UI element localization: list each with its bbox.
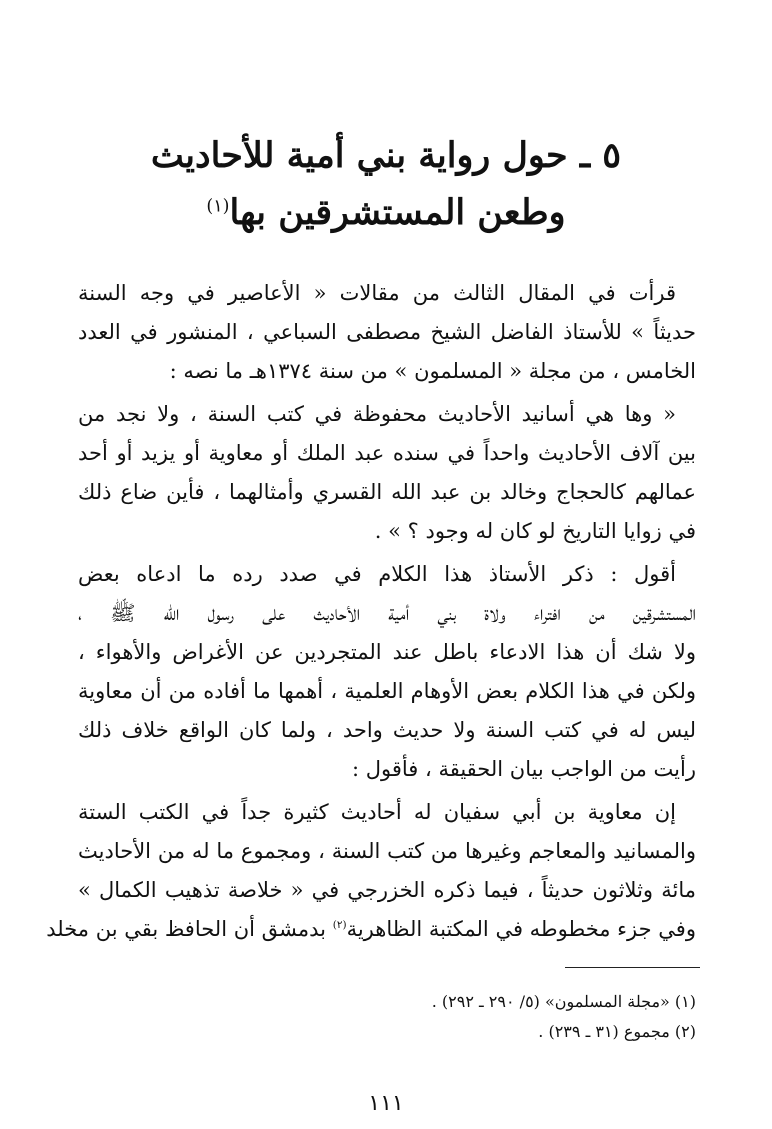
body-line: في زوايا التاريخ لو كان له وجود ؟ » . <box>374 519 696 543</box>
chapter-title-line-2 <box>0 192 772 233</box>
body-line: المستشرقين من افتراء ولاة بني أمية الأحاديث على رسول الله ﷺ ، <box>78 601 696 625</box>
body-line: « وها هي أسانيد الأحاديث محفوظة في كتب السنة ، ولا نجد من <box>78 402 676 426</box>
body-line-part: وفي جزء مخطوطه في المكتبة الظاهرية <box>346 917 696 941</box>
body-line-part: بدمشق أن الحافظ بقي بن مخلد <box>46 917 327 941</box>
inline-footnote-marker: (٢) <box>332 919 347 931</box>
footnote-2: (٢) مجموع (٣١ ـ ٢٣٩) . <box>538 1022 696 1041</box>
chapter-title-line-1: ٥ ـ حول رواية بني أمية للأحاديث <box>150 135 622 176</box>
body-line: عمالهم كالحجاج وخالد بن عبد الله القسري وأمثالهما ، فأين ضاع ذلك <box>78 480 696 504</box>
footnote-separator <box>565 967 700 968</box>
body-line: ولا شك أن هذا الادعاء باطل عند المتجردين عن الأغراض والأهواء ، <box>78 640 696 664</box>
title-text: وطعن المستشرقين بها <box>229 192 566 233</box>
body-line: قرأت في المقال الثالث من مقالات « الأعاصير في وجه السنة <box>78 281 676 305</box>
body-line: رأيت من الواجب بيان الحقيقة ، فأقول : <box>352 757 696 781</box>
body-line: ولكن في هذا الكلام بعض الأوهام العلمية ، أهمها ما أفاده من أن معاوية <box>78 679 696 703</box>
footnote-1: (١) «مجلة المسلمون» (٥/ ٢٩٠ ـ ٢٩٢) . <box>431 992 696 1011</box>
body-line: الخامس ، من مجلة « المسلمون » من سنة ١٣٧٤هـ ما نصه : <box>169 359 696 383</box>
body-line <box>46 917 696 941</box>
body-line: ليس له في كتب السنة ولا حديث واحد ، ولما كان الواقع خلاف ذلك <box>78 718 696 742</box>
body-line: والمسانيد والمعاجم وغيرها من كتب السنة ، ومجموع ما له من الأحاديث <box>78 839 696 863</box>
title-footnote-marker: (١) <box>206 196 230 217</box>
page-number: ١١١ <box>368 1091 404 1116</box>
body-line: حديثاً » للأستاذ الفاضل الشيخ مصطفى السباعي ، المنشور في العدد <box>78 320 696 344</box>
body-line: بين آلاف الأحاديث واحداً في سنده عبد الملك أو معاوية أو يزيد أو أحد <box>78 441 696 465</box>
body-line: إن معاوية بن أبي سفيان له أحاديث كثيرة جداً في الكتب الستة <box>78 800 676 824</box>
body-line: أقول : ذكر الأستاذ هذا الكلام في صدد رده ما ادعاه بعض <box>78 562 676 586</box>
body-line: مائة وثلاثون حديثاً ، فيما ذكره الخزرجي في « خلاصة تذهيب الكمال » <box>78 878 696 902</box>
